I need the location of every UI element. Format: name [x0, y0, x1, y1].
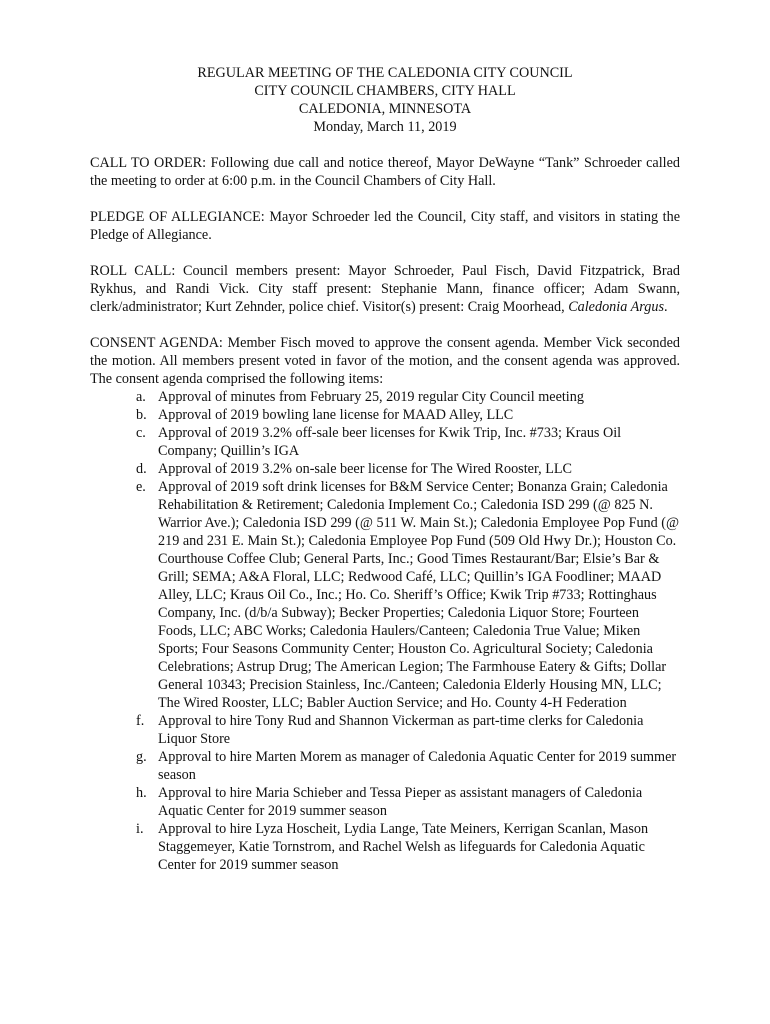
item-letter: a.	[136, 389, 146, 405]
item-text: Approval of 2019 3.2% on-sale beer license for The Wired Rooster, LLC	[158, 461, 572, 477]
roll-call-text: ROLL CALL: Council members present: Mayor Schroeder, Paul Fisch, David Fitzpatrick, Brad Rykhus, and Randi Vick. City staff present: Stephanie Mann, finance officer; Adam Swann, clerk/administrator; Kurt Zehnder, police chief. Visitor(s) present: Craig Moorhead,	[90, 263, 680, 315]
call-to-order-paragraph: CALL TO ORDER: Following due call and notice thereof, Mayor DeWayne “Tank” Schroeder called the meeting to order at 6:00 p.m. in the Council Chambers of City Hall.	[90, 155, 680, 189]
meeting-date: Monday, March 11, 2019	[313, 119, 457, 135]
item-text: Approval to hire Maria Schieber and Tessa Pieper as assistant managers of Caledonia Aquatic Center for 2019 summer season	[158, 785, 643, 819]
meeting-location: CITY COUNCIL CHAMBERS, CITY HALL	[254, 83, 516, 99]
meeting-title: REGULAR MEETING OF THE CALEDONIA CITY COUNCIL	[197, 65, 573, 81]
item-letter: i.	[136, 821, 144, 837]
item-text: Approval of 2019 soft drink licenses for B&M Service Center; Bonanza Grain; Caledonia Rehabilitation & Retirement; Caledonia Implement Co.; Caledonia ISD 299 (@ 825 N. Warrior Ave.); Caledonia ISD 299 (@ 511 W. Main St.); Caledonia Employee Pop Fund (@ 219 and 231 E. Main St.); Caledonia Employee Pop Fund (509 Old Hwy Dr.); Houston Co. Courthouse Coffee Club; General Parts, Inc.; Good Times Restaurant/Bar; Elsie’s Bar & Grill; SEMA; A&A Floral, LLC; Redwood Café, LLC; Quillin’s IGA Foodliner; MAAD Alley, LLC; Kraus Oil Co., Inc.; Ho. Co. Sheriff’s Office; Kwik Trip #733; Rottinghaus Company, Inc. (d/b/a Subway); Becker Properties; Caledonia Liquor Store; Fourteen Foods, LLC; ABC Works; Caledonia Haulers/Canteen; Caledonia True Value; Miken Sports; Four Seasons Community Center; Houston Co. Agricultural Society; Caledonia Celebrations; Astrup Drug; The American Legion; The Farmhouse Eatery & Gifts; Dollar General 10343; Precision Stainless, Inc./Canteen; Caledonia Elderly Housing MN, LLC; The Wired Rooster, LLC; Babler Auction Service; and Ho. County 4-H Federation	[158, 479, 680, 711]
publication-name: Caledonia Argus	[568, 299, 664, 315]
consent-agenda-list	[90, 388, 680, 874]
item-text: Approval of 2019 3.2% off-sale beer licenses for Kwik Trip, Inc. #733; Kraus Oil Company; Quillin’s IGA	[158, 425, 622, 459]
list-item	[90, 748, 680, 784]
item-letter: d.	[136, 461, 147, 477]
item-letter: b.	[136, 407, 147, 423]
document-header	[90, 64, 680, 136]
item-text: Approval to hire Tony Rud and Shannon Vickerman as part-time clerks for Caledonia Liquor Store	[158, 713, 644, 747]
list-item	[90, 478, 680, 712]
item-text: Approval of 2019 bowling lane license for MAAD Alley, LLC	[158, 407, 514, 423]
item-letter: f.	[136, 713, 145, 729]
document-page	[90, 64, 680, 874]
list-item	[90, 712, 680, 748]
pledge-paragraph: PLEDGE OF ALLEGIANCE: Mayor Schroeder led the Council, City staff, and visitors in stating the Pledge of Allegiance.	[90, 209, 680, 243]
item-letter: e.	[136, 479, 146, 495]
item-text: Approval to hire Lyza Hoscheit, Lydia Lange, Tate Meiners, Kerrigan Scanlan, Mason Staggemeyer, Katie Tornstrom, and Rachel Welsh as lifeguards for Caledonia Aquatic Center for 2019 summer season	[158, 821, 649, 873]
meeting-city: CALEDONIA, MINNESOTA	[298, 101, 472, 117]
item-letter: c.	[136, 425, 146, 441]
list-item	[90, 406, 680, 424]
roll-call-paragraph	[90, 262, 680, 316]
consent-agenda-intro: CONSENT AGENDA: Member Fisch moved to approve the consent agenda. Member Vick seconded the motion. All members present voted in favor of the motion, and the consent agenda was approved. The consent agenda comprised the following items:	[90, 335, 680, 387]
list-item	[90, 460, 680, 478]
item-text: Approval of minutes from February 25, 2019 regular City Council meeting	[158, 389, 584, 405]
item-letter: g.	[136, 749, 147, 765]
roll-call-end: .	[663, 299, 668, 315]
list-item	[90, 784, 680, 820]
item-text: Approval to hire Marten Morem as manager of Caledonia Aquatic Center for 2019 summer season	[158, 749, 677, 783]
list-item	[90, 424, 680, 460]
item-letter: h.	[136, 785, 147, 801]
list-item	[90, 820, 680, 874]
list-item	[90, 388, 680, 406]
